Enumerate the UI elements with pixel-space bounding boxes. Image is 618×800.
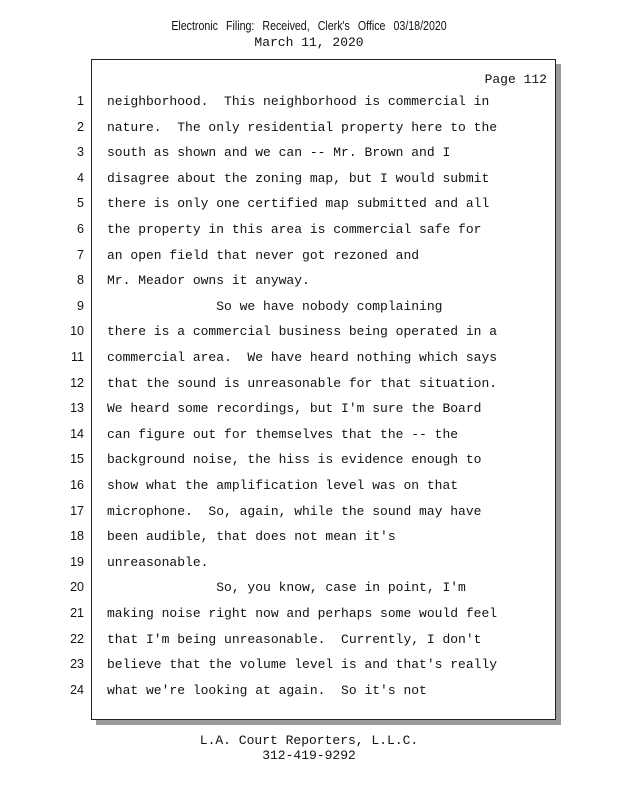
line-number: 6: [77, 222, 84, 236]
line-text: So, you know, case in point, I'm: [107, 580, 466, 596]
transcript-line: [0, 371, 560, 396]
line-number: 5: [77, 196, 84, 211]
line-text: unreasonable.: [107, 554, 209, 570]
line-number: 20: [70, 580, 84, 595]
footer-phone: 312-419-9292: [262, 748, 356, 763]
line-text: what we're looking at again. So it's not: [107, 682, 427, 698]
line-text: that I'm being unreasonable. Currently, I don't: [107, 631, 482, 647]
transcript-line: [0, 115, 560, 140]
line-text: nature. The only residential property here to the: [107, 119, 498, 135]
transcript-line: [0, 319, 560, 344]
line-text: that the sound is unreasonable for that situation.: [107, 375, 498, 391]
line-number: 10: [70, 324, 84, 339]
line-text: south as shown and we can -- Mr. Brown and I: [107, 145, 451, 161]
transcript-line: [0, 140, 560, 165]
transcript-line: [0, 345, 560, 370]
line-number: 4: [77, 170, 84, 185]
transcript-line: [0, 524, 560, 549]
footer-company: L.A. Court Reporters, L.L.C.: [199, 733, 419, 748]
line-text: microphone. So, again, while the sound may have: [107, 503, 482, 519]
line-text: disagree about the zoning map, but I would submit: [107, 170, 490, 186]
transcript-line: [0, 627, 560, 652]
line-number: 22: [70, 631, 84, 646]
line-text: commercial area. We have heard nothing which says: [107, 350, 498, 365]
line-text: there is a commercial business being operated in a: [107, 324, 498, 340]
line-text: neighborhood. This neighborhood is commercial in: [107, 94, 490, 109]
line-number: 1: [77, 94, 84, 108]
line-number: 16: [70, 478, 84, 492]
transcript-line: [0, 422, 560, 447]
line-text: background noise, the hiss is evidence enough to: [107, 452, 482, 468]
line-number: 13: [70, 401, 84, 416]
line-number: 2: [77, 119, 84, 134]
transcript-line: [0, 191, 560, 216]
line-number: 3: [77, 145, 84, 160]
line-text: can figure out for themselves that the -- the: [107, 426, 459, 442]
line-text: We heard some recordings, but I'm sure the Board: [107, 401, 482, 417]
line-text: the property in this area is commercial safe for: [107, 222, 482, 237]
line-number: 9: [77, 298, 84, 313]
transcript-line: [0, 550, 560, 575]
filing-stamp: Electronic Filing: Received, Clerk's Office 03/18/2020: [171, 19, 447, 33]
line-number: 11: [71, 350, 84, 364]
transcript-line: [0, 268, 560, 293]
line-text: been audible, that does not mean it's: [107, 529, 396, 545]
page-number: Page 112: [484, 72, 547, 87]
line-number: 23: [70, 657, 84, 672]
line-number: 12: [70, 375, 84, 390]
line-number: 14: [70, 426, 84, 441]
transcript-line: [0, 601, 560, 626]
transcript-line: [0, 217, 560, 242]
transcript-line: [0, 652, 560, 677]
line-number: 18: [70, 529, 84, 544]
transcript-line: [0, 243, 560, 268]
transcript-line: [0, 89, 560, 114]
line-number: 17: [70, 503, 84, 518]
line-number: 15: [70, 452, 84, 467]
line-number: 24: [70, 682, 84, 697]
line-text: making noise right now and perhaps some would feel: [107, 606, 498, 621]
transcript-line: [0, 294, 560, 319]
transcript-line: [0, 473, 560, 498]
line-number: 19: [70, 554, 84, 569]
line-text: believe that the volume level is and that's really: [107, 657, 498, 673]
transcript-line: [0, 678, 560, 703]
line-number: 8: [77, 273, 84, 288]
transcript-line: [0, 447, 560, 472]
line-text: Mr. Meador owns it anyway.: [107, 273, 310, 289]
line-text: So we have nobody complaining: [107, 298, 443, 314]
transcript-line: [0, 396, 560, 421]
transcript-line: [0, 166, 560, 191]
line-text: there is only one certified map submitted and all: [107, 196, 490, 212]
transcript-line: [0, 575, 560, 600]
line-text: an open field that never got rezoned and: [107, 247, 420, 263]
line-number: 7: [77, 247, 84, 262]
line-text: show what the amplification level was on that: [107, 478, 459, 493]
hearing-date: March 11, 2020: [254, 35, 364, 50]
transcript-line: [0, 499, 560, 524]
line-number: 21: [70, 606, 84, 620]
